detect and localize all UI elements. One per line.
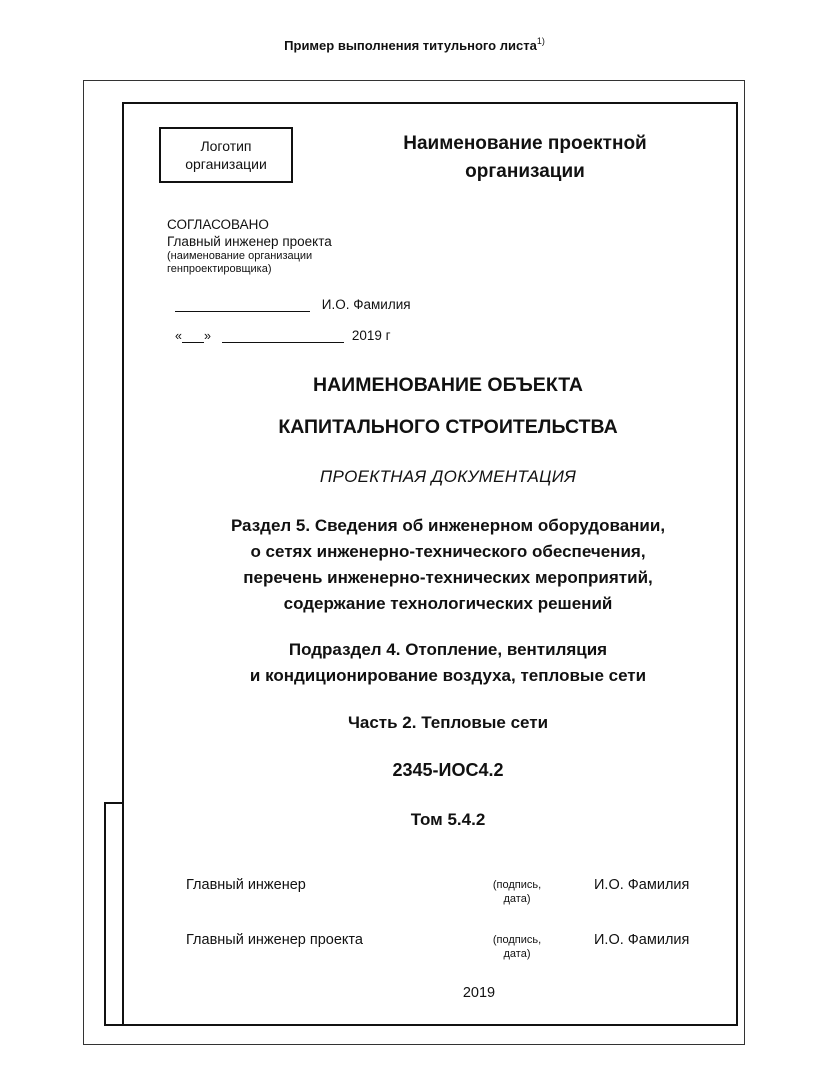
page-caption — [0, 36, 829, 53]
part-title: Часть 2. Тепловые сети — [347, 713, 549, 732]
signature-role-1: Главный инженер — [186, 877, 306, 893]
approval-block — [167, 216, 332, 276]
logo-line-2: организации — [185, 156, 267, 172]
section-title — [123, 513, 773, 617]
approval-heading: СОГЛАСОВАНО — [167, 217, 269, 232]
signature-hint-2 — [480, 933, 554, 961]
section-title-line-4: содержание технологических решений — [283, 594, 613, 613]
approval-date-line — [175, 328, 391, 343]
section-title-line-3: перечень инженерно-технических мероприятий, — [243, 568, 653, 587]
subsection-title — [123, 637, 773, 689]
month-blank — [222, 328, 344, 343]
signature-role-2: Главный инженер проекта — [186, 932, 363, 948]
document-kind: ПРОЕКТНАЯ ДОКУМЕНТАЦИЯ — [319, 467, 577, 486]
signature-hint-2-line-2: дата) — [503, 948, 531, 960]
approval-role: Главный инженер проекта — [167, 234, 332, 249]
approval-note-line-1: (наименование организации — [167, 250, 313, 262]
date-close-quote: » — [203, 329, 211, 343]
signature-name-2: И.О. Фамилия — [594, 932, 690, 948]
section-title-line-1: Раздел 5. Сведения об инженерном оборудовании, — [230, 516, 666, 535]
object-title-line-1: НАИМЕНОВАНИЕ ОБЪЕКТА — [313, 374, 583, 396]
approval-note-line-2: генпроектировщика) — [167, 263, 272, 275]
signature-blank — [175, 297, 310, 312]
signature-hint-1-line-1: (подпись, — [492, 879, 542, 891]
organization-name — [340, 130, 710, 186]
subsection-title-line-1: Подраздел 4. Отопление, вентиляция — [288, 640, 608, 659]
logo-line-1: Логотип — [200, 138, 252, 154]
organization-name-line-2: организации — [465, 161, 585, 182]
signature-hint-1 — [480, 878, 554, 906]
document-code: 2345-ИОС4.2 — [392, 760, 504, 780]
section-title-line-2: о сетях инженерно-технического обеспечения, — [250, 542, 646, 561]
approval-signature-line — [175, 297, 411, 312]
signature-hint-1-line-2: дата) — [503, 893, 531, 905]
organization-name-line-1: Наименование проектной — [403, 133, 647, 154]
subsection-title-line-2: и кондиционирование воздуха, тепловые сети — [249, 666, 647, 685]
volume-number: Том 5.4.2 — [410, 810, 486, 829]
binding-stamp-strip — [104, 802, 124, 1026]
caption-text: Пример выполнения титульного листа — [284, 38, 537, 53]
signature-name-1: И.О. Фамилия — [594, 877, 690, 893]
approval-name: И.О. Фамилия — [321, 297, 411, 312]
date-open-quote: « — [175, 329, 182, 343]
object-title-line-2: КАПИТАЛЬНОГО СТРОИТЕЛЬСТВА — [278, 416, 618, 438]
approval-year: 2019 г — [351, 328, 391, 343]
caption-footnote-mark: 1) — [536, 36, 545, 46]
organization-logo-placeholder — [159, 127, 293, 183]
object-title — [123, 364, 773, 448]
signature-hint-2-line-1: (подпись, — [492, 934, 542, 946]
day-blank — [182, 328, 204, 343]
document-year: 2019 — [462, 985, 496, 1001]
